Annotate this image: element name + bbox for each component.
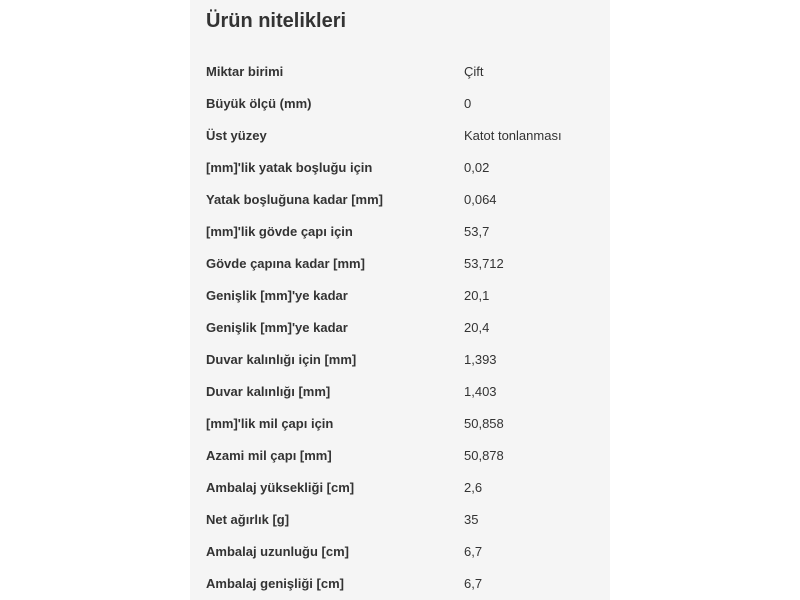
attribute-row [206,535,596,567]
attribute-label: Ambalaj yüksekliği [cm] [206,479,355,495]
attribute-value: 50,858 [464,415,504,431]
attribute-row [206,279,596,311]
attribute-label: Duvar kalınlığı için [mm] [206,351,357,367]
attribute-value: Çift [464,63,484,79]
attribute-value: 6,7 [464,575,483,591]
attribute-row [206,215,596,247]
attribute-value: 1,393 [464,351,497,367]
attribute-label: Duvar kalınlığı [mm] [206,383,331,399]
attribute-label: [mm]'lik gövde çapı için [206,223,353,239]
attribute-value: 0,064 [464,191,497,207]
attribute-label: Yatak boşluğuna kadar [mm] [206,191,383,207]
attribute-label: Büyük ölçü (mm) [206,95,312,111]
attribute-value: 50,878 [464,447,504,463]
attribute-value: 20,4 [464,319,490,335]
attribute-label: Genişlik [mm]'ye kadar [206,319,348,335]
attribute-value: 0,02 [464,159,490,175]
section-title: Ürün nitelikleri [206,10,347,32]
attribute-label: Ambalaj genişliği [cm] [206,575,344,591]
attribute-row [206,343,596,375]
attribute-value: 1,403 [464,383,497,399]
attribute-label: Üst yüzey [206,127,267,143]
attribute-row [206,247,596,279]
attribute-row [206,439,596,471]
attribute-value: 20,1 [464,287,490,303]
attribute-row [206,471,596,503]
attribute-value: 2,6 [464,479,483,495]
attribute-row [206,407,596,439]
attribute-label: Ambalaj uzunluğu [cm] [206,543,349,559]
attributes-table [206,55,596,599]
attribute-row [206,151,596,183]
attribute-label: Miktar birimi [206,63,284,79]
attribute-label: Azami mil çapı [mm] [206,447,332,463]
attribute-value: 6,7 [464,543,483,559]
attribute-label: Genişlik [mm]'ye kadar [206,287,348,303]
product-attributes-panel [190,0,610,600]
attribute-row [206,183,596,215]
attribute-value: 53,7 [464,223,490,239]
attribute-row [206,119,596,151]
attribute-label: Net ağırlık [g] [206,511,290,527]
attribute-value: 0 [464,95,472,111]
attribute-value: 53,712 [464,255,504,271]
attribute-label: [mm]'lik mil çapı için [206,415,334,431]
attribute-value: 35 [464,511,479,527]
attribute-label: Gövde çapına kadar [mm] [206,255,365,271]
attribute-label: [mm]'lik yatak boşluğu için [206,159,373,175]
attribute-row [206,375,596,407]
attribute-row [206,87,596,119]
attribute-row [206,55,596,87]
attribute-row [206,567,596,599]
attribute-row [206,311,596,343]
attribute-value: Katot tonlanması [464,127,562,143]
attribute-row [206,503,596,535]
